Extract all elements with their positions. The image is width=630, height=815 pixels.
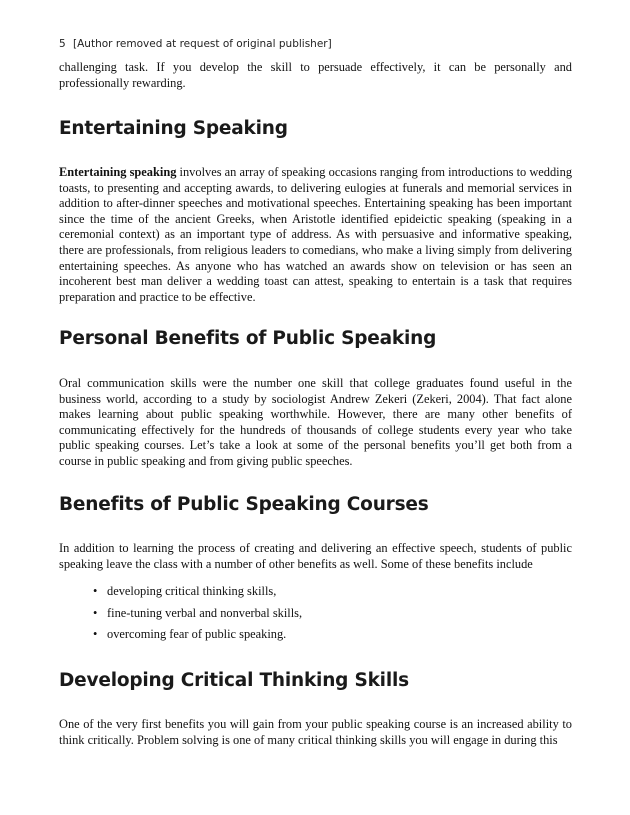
course-benefits-list	[93, 584, 302, 649]
course-benefits-body: In addition to learning the process of creating and delivering an effective speech, students of public speaking leave the class with a number of other benefits as well. Some of these benefits include	[59, 541, 572, 571]
running-title: [Author removed at request of original publisher]	[73, 38, 332, 50]
heading-personal-benefits: Personal Benefits of Public Speaking	[59, 328, 437, 349]
bullet-marker: •	[93, 584, 98, 598]
list-item	[93, 627, 302, 649]
personal-benefits-body: Oral communication skills were the number one skill that college graduates found useful in the business world, according to a study by sociologist Andrew Zekeri (Zekeri, 2004). That fact alone makes learning about public speaking worthwhile. However, there are many other benefits of communicating effectively for the hundreds of thousands of college students every year who take public speaking courses. Let’s take a look at some of the personal benefits you’ll get both from a course in public speaking and from giving public speeches.	[59, 376, 572, 468]
list-item	[93, 584, 302, 606]
heading-entertaining-speaking: Entertaining Speaking	[59, 118, 288, 139]
course-benefits-paragraph	[59, 541, 572, 572]
list-item-text: overcoming fear of public speaking.	[107, 627, 287, 641]
intro-continuation-paragraph	[59, 60, 572, 91]
entertaining-lead-term: Entertaining speaking	[59, 165, 177, 179]
bullet-marker: •	[93, 627, 98, 641]
critical-thinking-body: One of the very first benefits you will gain from your public speaking course is an increased ability to think critically. Problem solving is one of many critical thinking skills you will engage in during this	[59, 717, 572, 747]
heading-critical-thinking: Developing Critical Thinking Skills	[59, 670, 409, 691]
running-header	[59, 38, 332, 50]
bullet-marker: •	[93, 605, 98, 620]
list-item-text: fine-tuning verbal and nonverbal skills,	[107, 605, 303, 620]
list-item	[93, 606, 302, 628]
heading-course-benefits: Benefits of Public Speaking Courses	[59, 494, 429, 515]
personal-benefits-paragraph	[59, 376, 572, 470]
entertaining-paragraph	[59, 165, 572, 305]
list-item-text: developing critical thinking skills,	[107, 584, 277, 598]
critical-thinking-paragraph	[59, 717, 572, 748]
page-number: 5	[59, 38, 66, 50]
entertaining-body: involves an array of speaking occasions ranging from introductions to wedding toasts, to presenting and accepting awards, to delivering eulogies at funerals and memorial services in addition to after-dinner speeches and motivational speeches. Entertaining speaking has been important since the time of the ancient Greeks, when Aristotle identified epideictic speaking (speaking in a ceremonial context) as an important type of address. As with persuasive and informative speaking, there are professionals, from religious leaders to comedians, who make a living simply from delivering entertaining speeches. As anyone who has watched an awards show on television or has seen an incoherent best man deliver a wedding toast can attest, speaking to entertain is a task that requires preparation and practice to be effective.	[59, 165, 573, 304]
intro-continuation-text: challenging task. If you develop the skill to persuade effectively, it can be personally and professionally rewarding.	[59, 60, 572, 90]
